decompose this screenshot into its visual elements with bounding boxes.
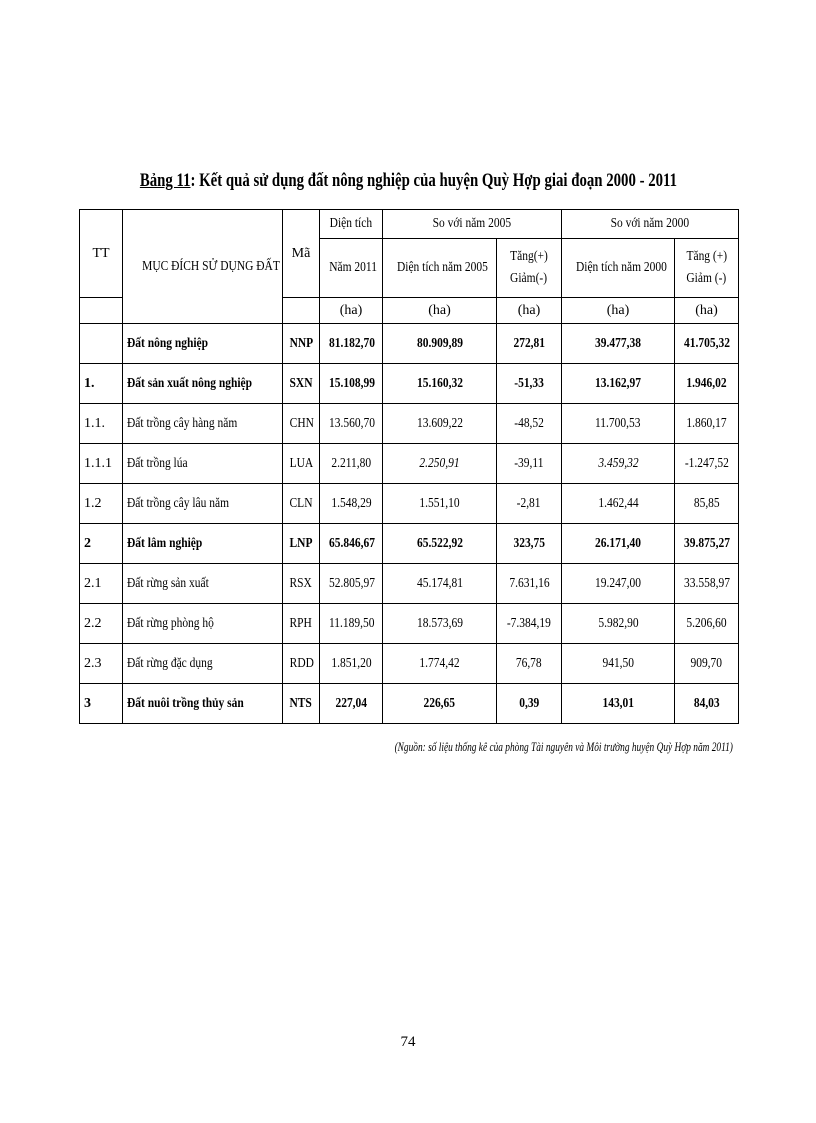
header-purpose: MỤC ĐÍCH SỬ DỤNG ĐẤT (123, 210, 283, 324)
header-area-2000: Diện tích năm 2000 (562, 239, 675, 298)
row-d2000: 85,85 (675, 484, 739, 524)
row-name: Đất trồng cây lâu năm (123, 484, 283, 524)
row-a2011: 2.211,80 (320, 444, 383, 484)
header-compare-2000: So với năm 2000 (562, 210, 739, 239)
row-code: LNP (283, 524, 320, 564)
row-a2011: 227,04 (320, 684, 383, 724)
row-a2011: 11.189,50 (320, 604, 383, 644)
row-a2000: 39.477,38 (562, 324, 675, 364)
row-d2005: 323,75 (497, 524, 562, 564)
row-d2000: 41.705,32 (675, 324, 739, 364)
row-a2005: 1.774,42 (383, 644, 497, 684)
header-area-2005: Diện tích năm 2005 (383, 239, 497, 298)
row-a2005: 2.250,91 (383, 444, 497, 484)
row-a2000: 5.982,90 (562, 604, 675, 644)
row-a2011: 65.846,67 (320, 524, 383, 564)
unit-d2000: (ha) (675, 298, 739, 324)
row-d2000: 39.875,27 (675, 524, 739, 564)
row-d2000: 33.558,97 (675, 564, 739, 604)
row-a2011: 15.108,99 (320, 364, 383, 404)
header-change-2000: Tăng (+) Giảm (-) (675, 239, 739, 298)
row-a2000: 143,01 (562, 684, 675, 724)
row-d2005: -51,33 (497, 364, 562, 404)
row-name: Đất rừng sản xuất (123, 564, 283, 604)
header-area-top: Diện tích (320, 210, 383, 239)
row-a2011: 1.851,20 (320, 644, 383, 684)
row-a2005: 226,65 (383, 684, 497, 724)
row-d2000: 909,70 (675, 644, 739, 684)
row-code: NTS (283, 684, 320, 724)
row-a2000: 13.162,97 (562, 364, 675, 404)
table-row (80, 324, 739, 364)
unit-a2000: (ha) (562, 298, 675, 324)
row-a2000: 11.700,53 (562, 404, 675, 444)
row-name: Đất rừng phòng hộ (123, 604, 283, 644)
row-a2000: 1.462,44 (562, 484, 675, 524)
row-d2005: 76,78 (497, 644, 562, 684)
table-row (80, 484, 739, 524)
row-name: Đất nuôi trồng thủy sản (123, 684, 283, 724)
row-name: Đất lâm nghiệp (123, 524, 283, 564)
row-tt: 1.1.1 (80, 444, 123, 484)
row-code: RSX (283, 564, 320, 604)
unit-a2005: (ha) (383, 298, 497, 324)
row-tt (80, 324, 123, 364)
table-row (80, 524, 739, 564)
row-tt: 2.1 (80, 564, 123, 604)
header-compare-2005: So với năm 2005 (383, 210, 562, 239)
table-title (90, 170, 726, 192)
row-code: RDD (283, 644, 320, 684)
row-d2005: 272,81 (497, 324, 562, 364)
header-tt-empty (80, 298, 123, 324)
header-tt: TT (80, 210, 123, 298)
row-d2005: -2,81 (497, 484, 562, 524)
row-a2005: 65.522,92 (383, 524, 497, 564)
row-a2000: 941,50 (562, 644, 675, 684)
row-a2005: 1.551,10 (383, 484, 497, 524)
row-tt: 2.3 (80, 644, 123, 684)
page-number: 74 (400, 1034, 416, 1050)
table-title-label: Bảng 11 (139, 170, 191, 191)
table-row (80, 604, 739, 644)
source-note: (Nguồn: số liệu thống kê của phòng Tài nguyên và Môi trường huyện Quỳ Hợp năm 2011) (394, 739, 733, 754)
row-d2005: 7.631,16 (497, 564, 562, 604)
table-row (80, 564, 739, 604)
row-tt: 2.2 (80, 604, 123, 644)
row-name: Đất trồng lúa (123, 444, 283, 484)
row-tt: 3 (80, 684, 123, 724)
row-code: CLN (283, 484, 320, 524)
row-d2005: -48,52 (497, 404, 562, 444)
row-a2011: 13.560,70 (320, 404, 383, 444)
row-a2005: 15.160,32 (383, 364, 497, 404)
row-a2005: 45.174,81 (383, 564, 497, 604)
row-a2000: 3.459,32 (562, 444, 675, 484)
header-change-2005: Tăng(+) Giảm(-) (497, 239, 562, 298)
row-a2011: 81.182,70 (320, 324, 383, 364)
row-a2005: 18.573,69 (383, 604, 497, 644)
row-name: Đất rừng đặc dụng (123, 644, 283, 684)
row-tt: 2 (80, 524, 123, 564)
row-a2011: 1.548,29 (320, 484, 383, 524)
table-title-text: : Kết quả sử dụng đất nông nghiệp của huyện Quỳ Hợp giai đoạn 2000 - 2011 (190, 170, 678, 191)
table-row (80, 684, 739, 724)
row-code: CHN (283, 404, 320, 444)
row-a2011: 52.805,97 (320, 564, 383, 604)
table-row (80, 404, 739, 444)
unit-d2005: (ha) (497, 298, 562, 324)
table-row (80, 364, 739, 404)
row-d2005: -39,11 (497, 444, 562, 484)
row-a2005: 80.909,89 (383, 324, 497, 364)
row-d2000: 5.206,60 (675, 604, 739, 644)
header-code: Mã (283, 210, 320, 298)
row-d2000: -1.247,52 (675, 444, 739, 484)
row-a2000: 26.171,40 (562, 524, 675, 564)
row-d2005: 0,39 (497, 684, 562, 724)
row-tt: 1.2 (80, 484, 123, 524)
row-name: Đất trồng cây hàng năm (123, 404, 283, 444)
row-tt: 1. (80, 364, 123, 404)
row-a2000: 19.247,00 (562, 564, 675, 604)
row-name: Đất nông nghiệp (123, 324, 283, 364)
row-code: LUA (283, 444, 320, 484)
row-tt: 1.1. (80, 404, 123, 444)
header-area-year: Năm 2011 (320, 239, 383, 298)
row-name: Đất sản xuất nông nghiệp (123, 364, 283, 404)
row-d2000: 84,03 (675, 684, 739, 724)
row-d2000: 1.860,17 (675, 404, 739, 444)
table-row (80, 444, 739, 484)
unit-a2011: (ha) (320, 298, 383, 324)
table-row (80, 644, 739, 684)
row-code: NNP (283, 324, 320, 364)
header-code-empty (283, 298, 320, 324)
row-d2000: 1.946,02 (675, 364, 739, 404)
row-code: RPH (283, 604, 320, 644)
row-code: SXN (283, 364, 320, 404)
row-a2005: 13.609,22 (383, 404, 497, 444)
land-use-table (79, 209, 739, 724)
row-d2005: -7.384,19 (497, 604, 562, 644)
